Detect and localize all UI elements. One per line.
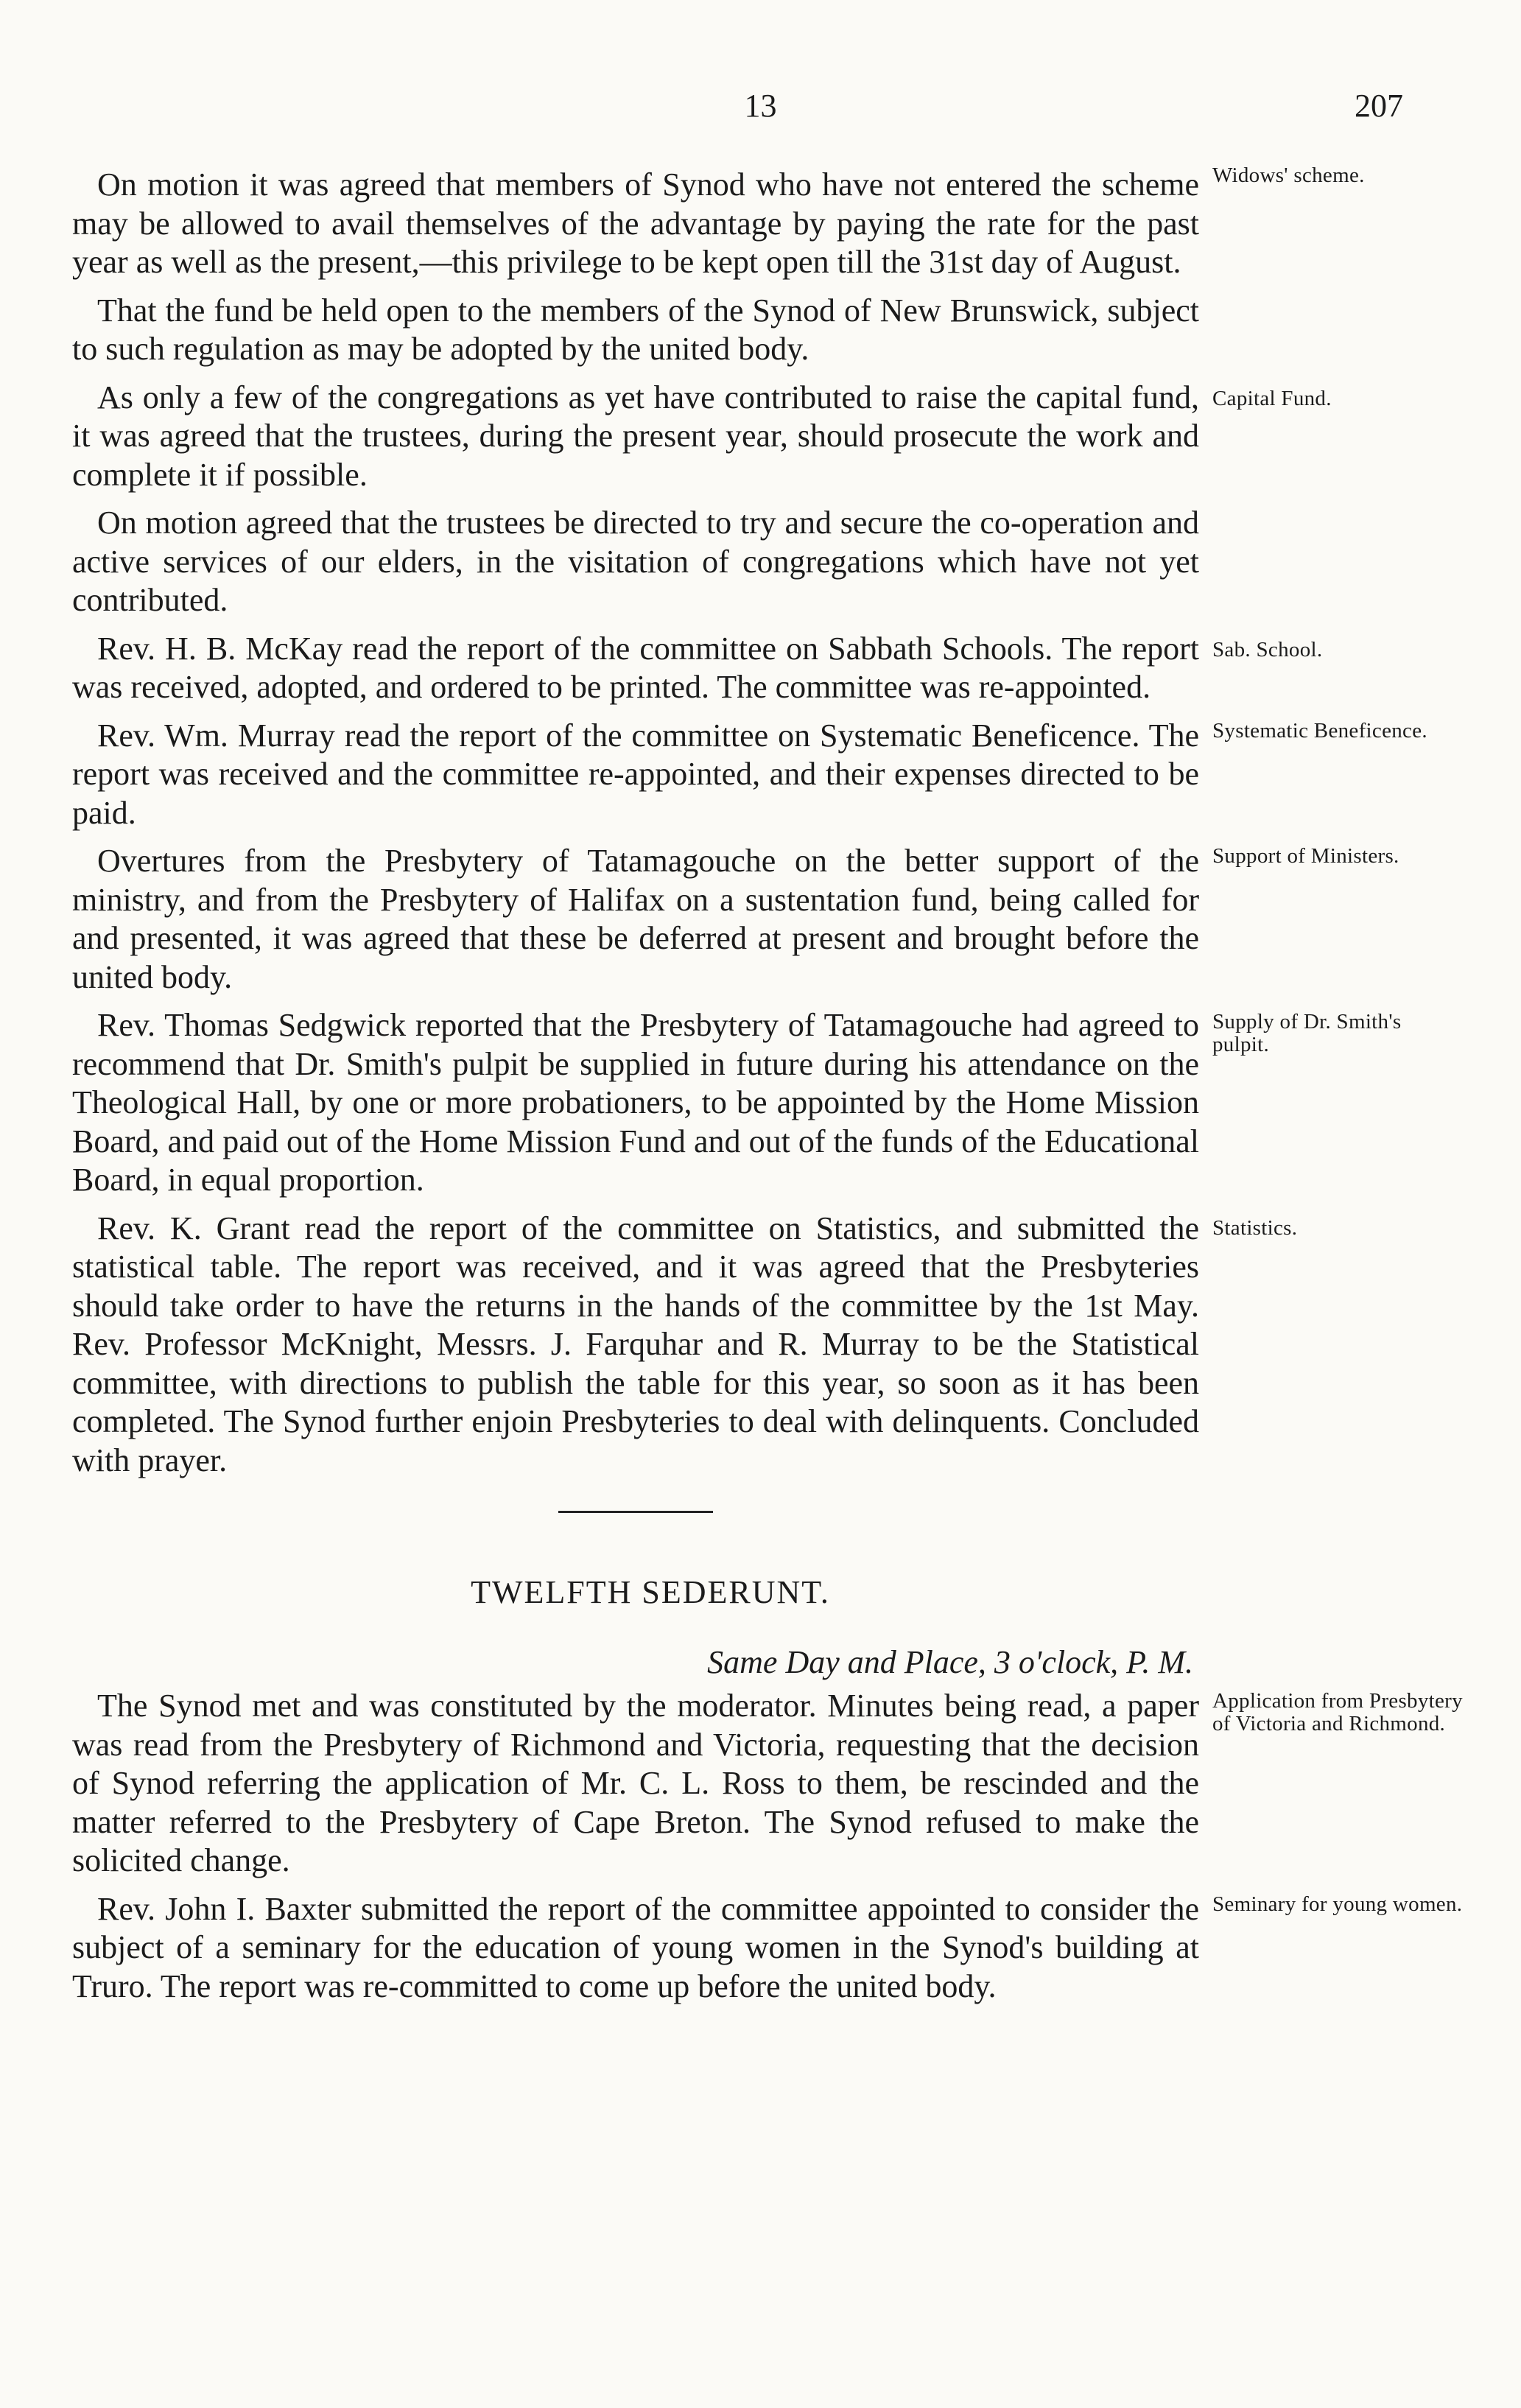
margin-note-widows-scheme: Widows' scheme.	[1212, 164, 1365, 187]
paragraph-text: That the fund be held open to the members of the Synod of New Brunswick, subject to such regulation as may be adopted by the united body.	[72, 292, 1199, 367]
page-header	[74, 87, 1403, 131]
margin-note-seminary: Seminary for young women.	[1212, 1892, 1463, 1916]
volume-page-number: 207	[1355, 88, 1403, 124]
paragraph-systematic-beneficence	[72, 717, 1427, 833]
paragraph-new-brunswick	[72, 292, 1199, 369]
margin-note-systematic-beneficence: Systematic Beneficence.	[1212, 718, 1427, 743]
margin-note-support-of-ministers: Support of Ministers.	[1212, 844, 1399, 868]
margin-note-application: Application from Presbytery of Victoria and Richmond.	[1212, 1689, 1463, 1735]
paragraph-text: Rev. Thomas Sedgwick reported that the Presbytery of Tatamagouche had agreed to recommend that Dr. Smith's pulpit be supplied in future during his attendance on the Theological Hall, by one or more probationers, to be appointed by the Home Mission Board, and paid out of the Home Mission Fund and out of the funds of the Educational Board, in equal proportion.	[72, 1007, 1199, 1198]
margin-note-supply-pulpit: Supply of Dr. Smith's pulpit.	[1212, 1010, 1402, 1056]
paragraph-seminary	[72, 1890, 1463, 2007]
paragraph-text: Rev. K. Grant read the report of the committee on Statistics, and submitted the statistical table. The report was received, and it was agreed that the Presbyteries should take order to have the returns in the hands of the committee by the 1st May. Rev. Professor McKnight, Messrs. J. Farquhar and R. Murray to be the Statistical committee, with directions to publish the table for this year, so soon as it has been completed. The Synod further enjoin Presbyteries to deal with delinquents. Concluded with prayer.	[72, 1210, 1199, 1478]
paragraph-supply-pulpit	[72, 1006, 1402, 1200]
paragraph-statistics	[72, 1210, 1298, 1481]
paragraph-synod-met	[72, 1687, 1463, 1881]
margin-note-sabbath-school: Sab. School.	[1212, 637, 1323, 661]
section-dateline: Same Day and Place, 3 o'clock, P. M.	[707, 1644, 1193, 1680]
paragraph-elders	[72, 504, 1199, 620]
section-title: TWELFTH SEDERUNT.	[471, 1574, 830, 1610]
section-divider	[558, 1511, 713, 1513]
paragraph-text: On motion agreed that the trustees be directed to try and secure the co-operation and active services of our elders, in the visitation of congregations which have not yet contributed.	[72, 505, 1199, 618]
paragraph-sabbath-schools	[72, 630, 1323, 707]
paragraph-text: On motion it was agreed that members of Synod who have not entered the scheme may be allowed to avail themselves of the advantage by paying the rate for the past year as well as the present,—this privilege to be kept open till the 31st day of August.	[72, 166, 1199, 280]
margin-note-statistics: Statistics.	[1212, 1215, 1298, 1240]
body-text	[72, 164, 1463, 2015]
paragraph-text: Rev. John I. Baxter submitted the report of the committee appointed to consider the subject of a seminary for the education of young women in the Synod's building at Truro. The report was re-committed to come up before the united body.	[72, 1890, 1199, 2004]
page-number: 13	[744, 88, 777, 124]
paragraph-overtures	[72, 842, 1399, 997]
paragraph-text: Overtures from the Presbytery of Tatamagouche on the better support of the ministry, and from the Presbytery of Halifax on a sustentation fund, being called for and presented, it was agreed that these be deferred at present and brought before the united body.	[72, 843, 1199, 995]
paragraph-text: The Synod met and was constituted by the moderator. Minutes being read, a paper was read from the Presbytery of Richmond and Victoria, requesting that the decision of Synod referring the application of Mr. C. L. Ross to them, be rescinded and the matter referred to the Presbytery of Cape Breton. The Synod refused to make the solicited change.	[72, 1688, 1199, 1878]
paragraph-widows-scheme	[72, 164, 1365, 282]
paragraph-text: Rev. H. B. McKay read the report of the committee on Sabbath Schools. The report was received, adopted, and ordered to be printed. The committee was re-appointed.	[72, 630, 1199, 705]
paragraph-text: Rev. Wm. Murray read the report of the committee on Systematic Beneficence. The report was received and the committee re-appointed, and their expenses directed to be paid.	[72, 717, 1199, 831]
paragraph-capital-fund	[72, 379, 1332, 495]
margin-note-capital-fund: Capital Fund.	[1212, 386, 1332, 410]
paragraph-text: As only a few of the congregations as yet have contributed to raise the capital fund, it was agreed that the trustees, during the present year, should prosecute the work and complete it if possible.	[72, 379, 1199, 493]
